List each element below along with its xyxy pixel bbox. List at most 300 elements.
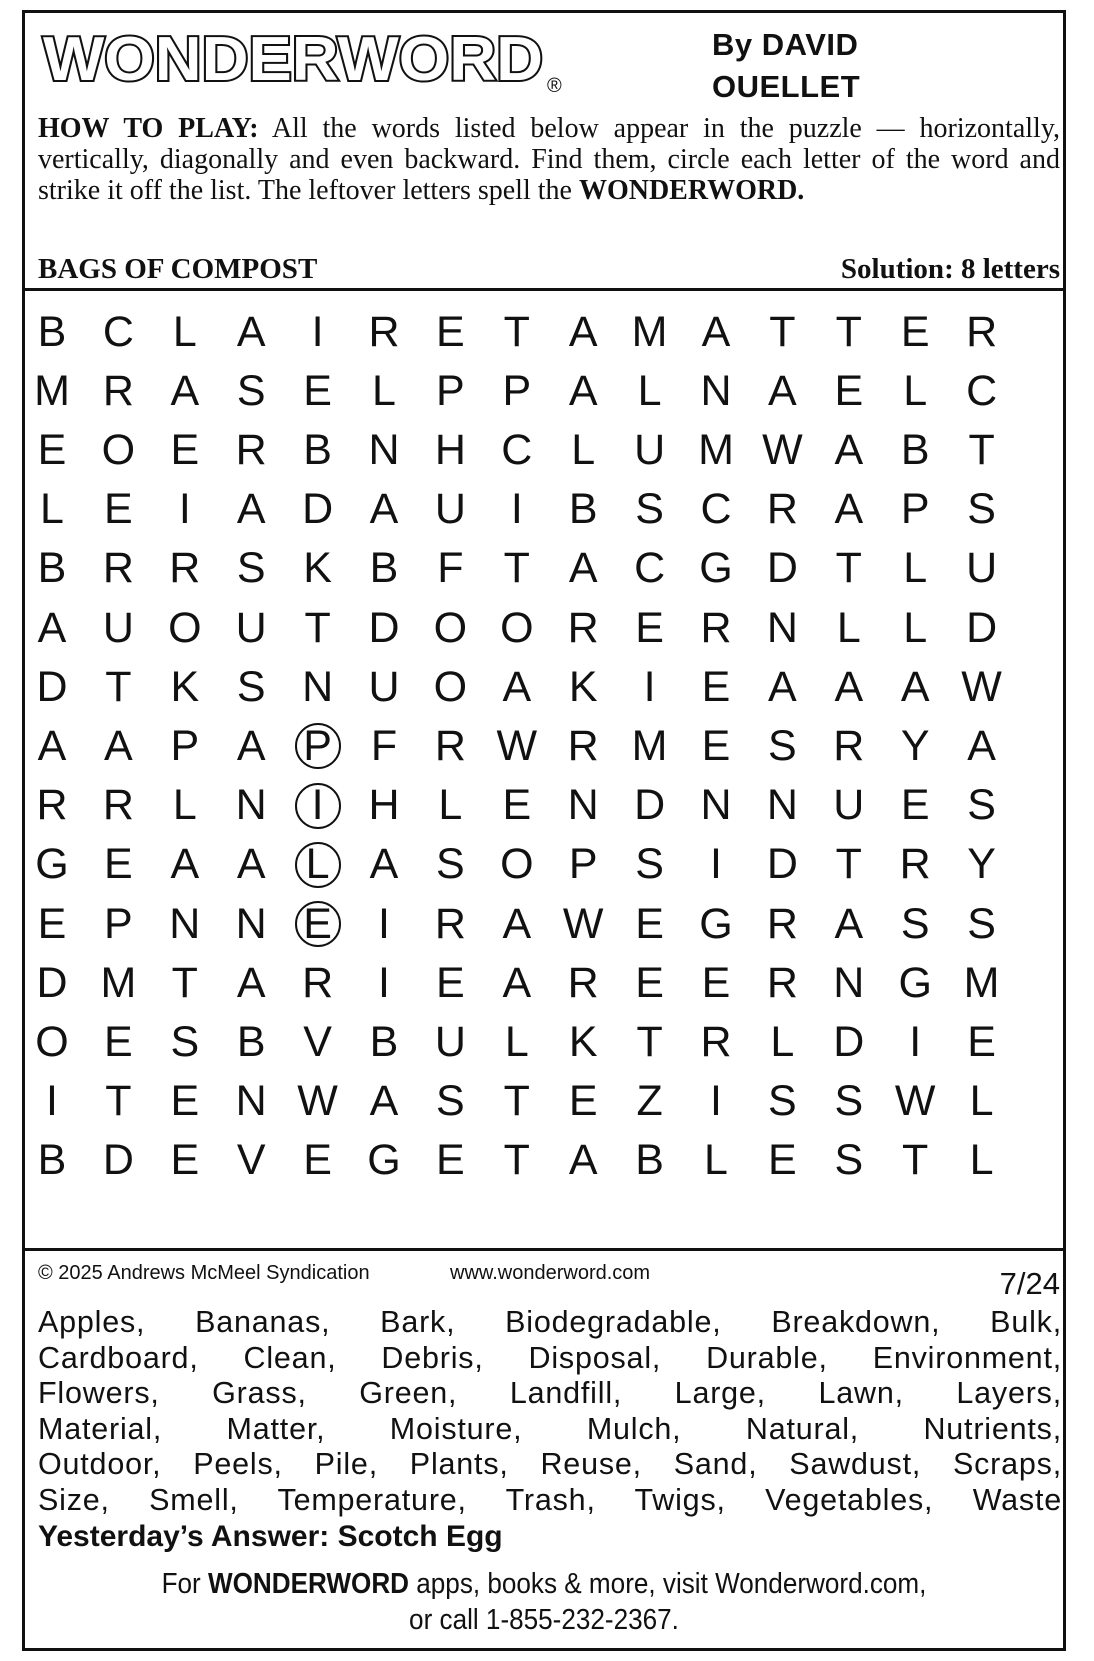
- grid-cell[interactable]: [880, 419, 950, 481]
- grid-cell[interactable]: [548, 1011, 618, 1073]
- grid-cell[interactable]: [747, 1011, 817, 1073]
- grid-cell[interactable]: [17, 479, 87, 541]
- grid-cell[interactable]: [814, 360, 884, 422]
- grid-letter: E: [502, 781, 532, 830]
- grid-cell[interactable]: [615, 360, 685, 422]
- grid-cell[interactable]: [482, 1130, 552, 1192]
- grid-cell[interactable]: [747, 1071, 817, 1133]
- grid-cell[interactable]: [283, 360, 353, 422]
- grid-cell[interactable]: [814, 419, 884, 481]
- grid-cell[interactable]: [415, 893, 485, 955]
- grid-cell[interactable]: [747, 656, 817, 718]
- grid-letter: T: [105, 1077, 132, 1126]
- grid-cell[interactable]: [482, 538, 552, 600]
- grid-cell[interactable]: [880, 715, 950, 777]
- grid-cell[interactable]: [17, 360, 87, 422]
- grid-cell[interactable]: [415, 775, 485, 837]
- grid-cell[interactable]: [681, 775, 751, 837]
- grid-letter: S: [834, 1136, 864, 1185]
- grid-cell[interactable]: [283, 419, 353, 481]
- grid-cell[interactable]: [681, 656, 751, 718]
- grid-cell[interactable]: [681, 1130, 751, 1192]
- grid-cell[interactable]: [814, 301, 884, 363]
- grid-letter: A: [104, 721, 133, 770]
- grid-letter: A: [502, 662, 532, 711]
- grid-cell[interactable]: [349, 597, 419, 659]
- grid-cell[interactable]: [216, 656, 286, 718]
- grid-cell[interactable]: [17, 775, 87, 837]
- grid-letter: H: [434, 425, 466, 474]
- grid-letter: S: [768, 1077, 797, 1126]
- grid-cell[interactable]: [482, 597, 552, 659]
- grid-cell[interactable]: [880, 1130, 950, 1192]
- grid-letter: A: [568, 307, 598, 356]
- grid-letter: L: [903, 544, 928, 593]
- grid-cell[interactable]: [615, 597, 685, 659]
- grid-cell[interactable]: [814, 1011, 884, 1073]
- grid-cell[interactable]: [349, 1130, 419, 1192]
- grid-cell[interactable]: [548, 419, 618, 481]
- grid-cell[interactable]: [83, 538, 153, 600]
- grid-cell[interactable]: [17, 538, 87, 600]
- grid-cell[interactable]: [880, 1011, 950, 1073]
- grid-cell[interactable]: [615, 656, 685, 718]
- grid-cell[interactable]: [150, 893, 220, 955]
- grid-cell[interactable]: [349, 656, 419, 718]
- grid-letter: L: [504, 1017, 529, 1066]
- grid-cell[interactable]: [17, 1071, 87, 1133]
- grid-cell[interactable]: [947, 893, 1017, 955]
- grid-cell[interactable]: [349, 419, 419, 481]
- grid-cell[interactable]: [17, 597, 87, 659]
- grid-cell[interactable]: [415, 419, 485, 481]
- grid-cell[interactable]: [150, 1011, 220, 1073]
- grid-letter: P: [568, 840, 598, 889]
- grid-cell[interactable]: [150, 479, 220, 541]
- grid-cell[interactable]: [814, 1071, 884, 1133]
- grid-cell[interactable]: [17, 715, 87, 777]
- grid-letter: T: [636, 1017, 663, 1066]
- grid-cell[interactable]: [747, 952, 817, 1014]
- grid-letter: C: [966, 366, 998, 415]
- grid-letter: A: [834, 425, 864, 474]
- grid-letter: L: [903, 366, 928, 415]
- grid-letter: N: [700, 366, 732, 415]
- grid-cell[interactable]: [947, 1071, 1017, 1133]
- grid-cell[interactable]: [349, 1011, 419, 1073]
- grid-cell[interactable]: [814, 656, 884, 718]
- grid-letter: E: [635, 603, 664, 652]
- grid-letter: D: [36, 958, 68, 1007]
- grid-letter: T: [968, 425, 995, 474]
- grid-letter: I: [46, 1077, 58, 1126]
- grid-cell[interactable]: [947, 952, 1017, 1014]
- grid-cell[interactable]: [814, 893, 884, 955]
- grid-cell[interactable]: [349, 834, 419, 896]
- grid-cell[interactable]: [150, 834, 220, 896]
- grid-cell[interactable]: [747, 360, 817, 422]
- grid-cell[interactable]: [747, 893, 817, 955]
- grid-cell[interactable]: [681, 597, 751, 659]
- grid-cell[interactable]: [150, 419, 220, 481]
- grid-cell[interactable]: [415, 715, 485, 777]
- grid-cell[interactable]: [747, 715, 817, 777]
- grid-cell[interactable]: [747, 1130, 817, 1192]
- grid-cell[interactable]: [482, 834, 552, 896]
- grid-letter: A: [967, 721, 996, 770]
- grid-cell[interactable]: [216, 893, 286, 955]
- grid-cell[interactable]: [83, 360, 153, 422]
- grid-letter: D: [36, 662, 68, 711]
- grid-cell[interactable]: [747, 834, 817, 896]
- grid-cell[interactable]: [83, 834, 153, 896]
- grid-letter: T: [835, 307, 862, 356]
- grid-cell[interactable]: [482, 1011, 552, 1073]
- grid-cell[interactable]: [814, 715, 884, 777]
- grid-cell[interactable]: [880, 834, 950, 896]
- grid-cell[interactable]: [548, 538, 618, 600]
- grid-letter: L: [903, 603, 928, 652]
- grid-cell[interactable]: [482, 893, 552, 955]
- grid-cell[interactable]: [17, 1011, 87, 1073]
- grid-cell[interactable]: [216, 952, 286, 1014]
- grid-cell[interactable]: [548, 775, 618, 837]
- grid-cell[interactable]: [548, 656, 618, 718]
- grid-cell[interactable]: [482, 656, 552, 718]
- grid-cell[interactable]: [681, 715, 751, 777]
- grid-cell[interactable]: [150, 775, 220, 837]
- grid-letter: V: [303, 1017, 332, 1066]
- grid-cell[interactable]: [283, 538, 353, 600]
- grid-cell[interactable]: [615, 775, 685, 837]
- grid-letter: E: [170, 1136, 200, 1185]
- grid-cell[interactable]: [216, 1011, 286, 1073]
- grid-cell[interactable]: [415, 538, 485, 600]
- grid-cell[interactable]: [17, 893, 87, 955]
- grid-cell[interactable]: [216, 301, 286, 363]
- grid-letter: T: [835, 840, 862, 889]
- grid-cell[interactable]: [747, 301, 817, 363]
- grid-letter: L: [438, 781, 463, 830]
- grid-cell[interactable]: [681, 834, 751, 896]
- grid-cell[interactable]: [615, 419, 685, 481]
- grid-cell[interactable]: [482, 1071, 552, 1133]
- grid-cell[interactable]: [150, 1130, 220, 1192]
- grid-cell[interactable]: [880, 775, 950, 837]
- grid-cell[interactable]: [548, 1071, 618, 1133]
- grid-letter: U: [368, 662, 400, 711]
- grid-cell[interactable]: [283, 301, 353, 363]
- grid-cell[interactable]: [17, 656, 87, 718]
- grid-cell[interactable]: [216, 597, 286, 659]
- grid-letter: G: [699, 899, 733, 948]
- grid-cell[interactable]: [880, 893, 950, 955]
- grid-cell[interactable]: [548, 360, 618, 422]
- grid-cell[interactable]: [880, 597, 950, 659]
- grid-cell[interactable]: [17, 419, 87, 481]
- grid-cell[interactable]: [150, 538, 220, 600]
- grid-cell[interactable]: [548, 834, 618, 896]
- grid-cell[interactable]: [283, 893, 353, 955]
- grid-cell[interactable]: [415, 1130, 485, 1192]
- grid-cell[interactable]: [349, 952, 419, 1014]
- grid-letter: P: [502, 366, 532, 415]
- grid-letter: C: [102, 307, 134, 356]
- grid-cell[interactable]: [83, 715, 153, 777]
- grid-cell[interactable]: [283, 1071, 353, 1133]
- grid-letter: S: [967, 899, 996, 948]
- grid-letter: R: [36, 781, 68, 830]
- grid-cell[interactable]: [415, 360, 485, 422]
- grid-letter: E: [436, 1136, 465, 1185]
- grid-cell[interactable]: [681, 1011, 751, 1073]
- grid-letter: P: [303, 721, 332, 770]
- grid-cell[interactable]: [415, 656, 485, 718]
- grid-letter: B: [37, 544, 67, 593]
- grid-cell[interactable]: [150, 597, 220, 659]
- grid-cell[interactable]: [83, 597, 153, 659]
- grid-cell[interactable]: [548, 952, 618, 1014]
- grid-letter: L: [836, 603, 861, 652]
- grid-cell[interactable]: [349, 301, 419, 363]
- grid-letter: O: [500, 603, 534, 652]
- grid-cell[interactable]: [615, 1071, 685, 1133]
- grid-cell[interactable]: [150, 360, 220, 422]
- grid-cell[interactable]: [615, 1011, 685, 1073]
- grid-letter: L: [770, 1017, 795, 1066]
- grid-cell[interactable]: [681, 479, 751, 541]
- grid-cell[interactable]: [482, 952, 552, 1014]
- grid-cell[interactable]: [615, 538, 685, 600]
- grid-cell[interactable]: [681, 301, 751, 363]
- grid-cell[interactable]: [880, 479, 950, 541]
- grid-cell[interactable]: [150, 1071, 220, 1133]
- grid-cell[interactable]: [814, 952, 884, 1014]
- grid-cell[interactable]: [482, 775, 552, 837]
- grid-cell[interactable]: [415, 1011, 485, 1073]
- word-list-line: Size, Smell, Temperature, Trash, Twigs, Vegetables, Waste: [38, 1482, 1062, 1517]
- grid-cell[interactable]: [17, 301, 87, 363]
- grid-cell[interactable]: [83, 775, 153, 837]
- grid-cell[interactable]: [283, 1130, 353, 1192]
- grid-cell[interactable]: [283, 479, 353, 541]
- grid-cell[interactable]: [947, 656, 1017, 718]
- grid-cell[interactable]: [615, 301, 685, 363]
- grid-letter: T: [503, 544, 530, 593]
- grid-letter: M: [631, 721, 668, 770]
- grid-cell[interactable]: [482, 360, 552, 422]
- grid-cell[interactable]: [216, 538, 286, 600]
- grid-letter: A: [701, 307, 731, 356]
- grid-letter: L: [172, 781, 197, 830]
- grid-cell[interactable]: [615, 715, 685, 777]
- grid-cell[interactable]: [216, 360, 286, 422]
- grid-cell[interactable]: [83, 952, 153, 1014]
- grid-cell[interactable]: [482, 715, 552, 777]
- grid-letter: R: [368, 307, 400, 356]
- grid-letter: B: [369, 544, 399, 593]
- grid-cell[interactable]: [150, 952, 220, 1014]
- grid-cell[interactable]: [150, 656, 220, 718]
- grid-cell[interactable]: [17, 1130, 87, 1192]
- grid-cell[interactable]: [880, 301, 950, 363]
- grid-cell[interactable]: [415, 479, 485, 541]
- grid-cell[interactable]: [349, 715, 419, 777]
- grid-cell[interactable]: [83, 419, 153, 481]
- grid-cell[interactable]: [415, 301, 485, 363]
- grid-cell[interactable]: [947, 597, 1017, 659]
- grid-cell[interactable]: [947, 834, 1017, 896]
- grid-cell[interactable]: [681, 893, 751, 955]
- grid-cell[interactable]: [548, 479, 618, 541]
- grid-cell[interactable]: [17, 834, 87, 896]
- grid-cell[interactable]: [415, 952, 485, 1014]
- grid-cell[interactable]: [814, 538, 884, 600]
- grid-cell[interactable]: [681, 952, 751, 1014]
- grid-cell[interactable]: [548, 715, 618, 777]
- grid-letter: F: [437, 544, 464, 593]
- grid-letter: A: [568, 1136, 598, 1185]
- grid-letter: S: [967, 485, 996, 534]
- grid-letter: Z: [636, 1077, 663, 1126]
- grid-cell[interactable]: [83, 1071, 153, 1133]
- grid-cell[interactable]: [615, 834, 685, 896]
- grid-cell[interactable]: [747, 419, 817, 481]
- grid-cell[interactable]: [283, 715, 353, 777]
- grid-cell[interactable]: [415, 597, 485, 659]
- grid-cell[interactable]: [482, 419, 552, 481]
- grid-letter: T: [769, 307, 796, 356]
- grid-cell[interactable]: [681, 360, 751, 422]
- grid-cell[interactable]: [216, 834, 286, 896]
- grid-cell[interactable]: [17, 952, 87, 1014]
- grid-letter: D: [302, 485, 334, 534]
- grid-cell[interactable]: [216, 775, 286, 837]
- grid-cell[interactable]: [947, 715, 1017, 777]
- grid-cell[interactable]: [349, 893, 419, 955]
- grid-cell[interactable]: [947, 479, 1017, 541]
- grid-letter: A: [502, 899, 532, 948]
- grid-cell[interactable]: [947, 538, 1017, 600]
- grid-letter: E: [701, 662, 731, 711]
- grid-cell[interactable]: [349, 775, 419, 837]
- grid-cell[interactable]: [947, 301, 1017, 363]
- grid-cell[interactable]: [947, 360, 1017, 422]
- grid-cell[interactable]: [880, 1071, 950, 1133]
- website-url: www.wonderword.com: [450, 1262, 651, 1284]
- grid-letter: R: [102, 781, 134, 830]
- grid-letter: D: [966, 603, 998, 652]
- grid-cell[interactable]: [615, 1130, 685, 1192]
- grid-cell[interactable]: [83, 479, 153, 541]
- grid-cell[interactable]: [283, 775, 353, 837]
- grid-cell[interactable]: [415, 834, 485, 896]
- grid-cell[interactable]: [415, 1071, 485, 1133]
- grid-cell[interactable]: [283, 952, 353, 1014]
- grid-letter: R: [700, 603, 732, 652]
- grid-letter: A: [369, 840, 399, 889]
- grid-cell[interactable]: [947, 1130, 1017, 1192]
- grid-cell[interactable]: [947, 1011, 1017, 1073]
- grid-cell[interactable]: [681, 538, 751, 600]
- grid-cell[interactable]: [747, 597, 817, 659]
- grid-cell[interactable]: [349, 538, 419, 600]
- grid-cell[interactable]: [83, 656, 153, 718]
- grid-cell[interactable]: [216, 1071, 286, 1133]
- grid-letter: W: [961, 662, 1002, 711]
- grid-cell[interactable]: [150, 301, 220, 363]
- grid-letter: L: [571, 425, 596, 474]
- grid-cell[interactable]: [283, 597, 353, 659]
- grid-cell[interactable]: [747, 479, 817, 541]
- grid-cell[interactable]: [216, 419, 286, 481]
- letter-grid: [22, 303, 1066, 1238]
- grid-cell[interactable]: [880, 952, 950, 1014]
- grid-cell[interactable]: [814, 1130, 884, 1192]
- grid-cell[interactable]: [283, 1011, 353, 1073]
- grid-cell[interactable]: [216, 1130, 286, 1192]
- grid-cell[interactable]: [814, 479, 884, 541]
- grid-cell[interactable]: [482, 301, 552, 363]
- grid-cell[interactable]: [814, 834, 884, 896]
- grid-letter: T: [105, 662, 132, 711]
- grid-letter: N: [833, 958, 865, 1007]
- grid-letter: U: [434, 485, 466, 534]
- grid-cell[interactable]: [947, 419, 1017, 481]
- grid-cell[interactable]: [880, 360, 950, 422]
- grid-cell[interactable]: [216, 479, 286, 541]
- grid-cell[interactable]: [681, 1071, 751, 1133]
- grid-cell[interactable]: [880, 656, 950, 718]
- grid-cell[interactable]: [349, 360, 419, 422]
- grid-cell[interactable]: [548, 893, 618, 955]
- grid-cell[interactable]: [814, 597, 884, 659]
- grid-letter: A: [834, 485, 864, 534]
- grid-cell[interactable]: [615, 952, 685, 1014]
- grid-cell[interactable]: [349, 1071, 419, 1133]
- grid-cell[interactable]: [283, 834, 353, 896]
- grid-letter: A: [236, 721, 266, 770]
- grid-cell[interactable]: [747, 538, 817, 600]
- grid-cell[interactable]: [83, 1130, 153, 1192]
- grid-cell[interactable]: [83, 301, 153, 363]
- grid-letter: E: [635, 958, 664, 1007]
- grid-letter: R: [766, 899, 798, 948]
- grid-cell[interactable]: [947, 775, 1017, 837]
- grid-letter: C: [634, 544, 666, 593]
- grid-letter: B: [37, 1136, 67, 1185]
- grid-letter: I: [643, 662, 656, 711]
- grid-letter: E: [170, 425, 200, 474]
- grid-cell[interactable]: [681, 419, 751, 481]
- grid-cell[interactable]: [548, 1130, 618, 1192]
- grid-cell[interactable]: [548, 597, 618, 659]
- grid-cell[interactable]: [482, 479, 552, 541]
- promo-line-1: [74, 1566, 1014, 1602]
- grid-cell[interactable]: [548, 301, 618, 363]
- grid-cell[interactable]: [747, 775, 817, 837]
- grid-cell[interactable]: [283, 656, 353, 718]
- grid-cell[interactable]: [150, 715, 220, 777]
- grid-cell[interactable]: [615, 479, 685, 541]
- grid-cell[interactable]: [814, 775, 884, 837]
- grid-cell[interactable]: [83, 1011, 153, 1073]
- grid-cell[interactable]: [83, 893, 153, 955]
- grid-cell[interactable]: [615, 893, 685, 955]
- grid-cell[interactable]: [216, 715, 286, 777]
- grid-cell[interactable]: [349, 479, 419, 541]
- grid-cell[interactable]: [880, 538, 950, 600]
